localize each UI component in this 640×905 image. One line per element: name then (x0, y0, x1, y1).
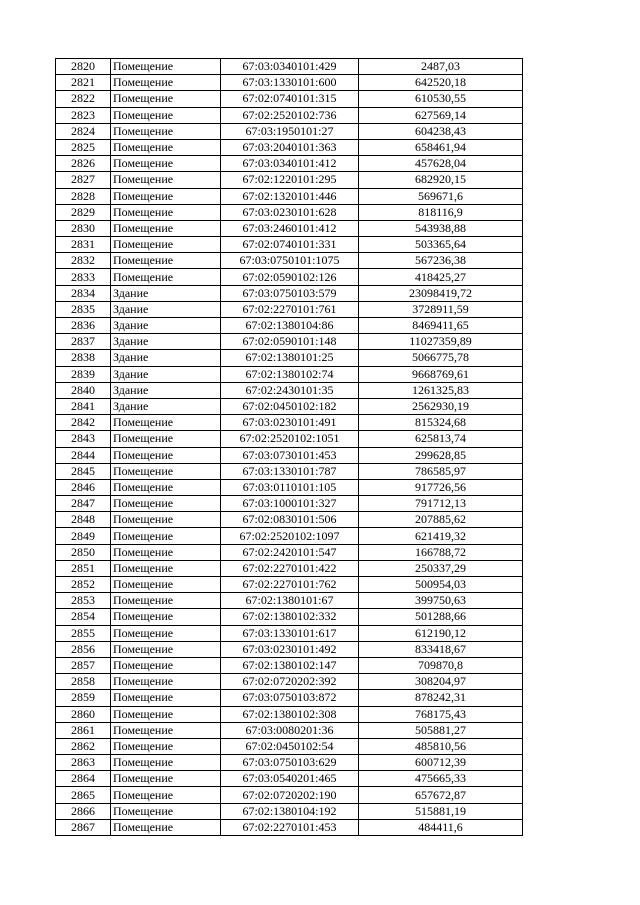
cadastral-value-cell: 818116,9 (359, 204, 523, 220)
object-type-cell: Помещение (111, 544, 221, 560)
row-number-cell: 2855 (56, 625, 111, 641)
table-row (56, 269, 523, 285)
table-row (56, 301, 523, 317)
row-number-cell: 2839 (56, 366, 111, 382)
cadastral-value-cell: 505881,27 (359, 722, 523, 738)
table-row (56, 819, 523, 835)
object-type-cell: Помещение (111, 819, 221, 835)
table-row (56, 91, 523, 107)
object-type-cell: Здание (111, 350, 221, 366)
object-type-cell: Помещение (111, 771, 221, 787)
object-type-cell: Помещение (111, 512, 221, 528)
cadastral-number-cell: 67:03:0230101:492 (221, 641, 359, 657)
row-number-cell: 2852 (56, 577, 111, 593)
cadastral-number-cell: 67:02:0450102:54 (221, 738, 359, 754)
cadastral-value-cell: 23098419,72 (359, 285, 523, 301)
object-type-cell: Помещение (111, 107, 221, 123)
cadastral-value-cell: 457628,04 (359, 156, 523, 172)
row-number-cell: 2834 (56, 285, 111, 301)
object-type-cell: Помещение (111, 220, 221, 236)
row-number-cell: 2823 (56, 107, 111, 123)
cadastral-number-cell: 67:03:0340101:429 (221, 59, 359, 75)
cadastral-value-cell: 621419,32 (359, 528, 523, 544)
row-number-cell: 2850 (56, 544, 111, 560)
cadastral-number-cell: 67:02:1380102:332 (221, 609, 359, 625)
table-row (56, 787, 523, 803)
table-row (56, 512, 523, 528)
row-number-cell: 2840 (56, 382, 111, 398)
row-number-cell: 2847 (56, 496, 111, 512)
row-number-cell: 2848 (56, 512, 111, 528)
cadastral-number-cell: 67:02:2520102:1097 (221, 528, 359, 544)
table-body (56, 59, 523, 836)
row-number-cell: 2867 (56, 819, 111, 835)
row-number-cell: 2842 (56, 415, 111, 431)
cadastral-number-cell: 67:02:1320101:446 (221, 188, 359, 204)
cadastral-number-cell: 67:02:0830101:506 (221, 512, 359, 528)
row-number-cell: 2821 (56, 75, 111, 91)
table-row (56, 657, 523, 673)
row-number-cell: 2857 (56, 657, 111, 673)
table-row (56, 139, 523, 155)
row-number-cell: 2865 (56, 787, 111, 803)
table-row (56, 123, 523, 139)
cadastral-value-cell: 308204,97 (359, 674, 523, 690)
table-row (56, 771, 523, 787)
row-number-cell: 2825 (56, 139, 111, 155)
object-type-cell: Здание (111, 398, 221, 414)
table-row (56, 237, 523, 253)
cadastral-number-cell: 67:02:2520102:736 (221, 107, 359, 123)
object-type-cell: Помещение (111, 706, 221, 722)
object-type-cell: Помещение (111, 641, 221, 657)
table-row (56, 609, 523, 625)
cadastral-number-cell: 67:03:0750103:872 (221, 690, 359, 706)
table-row (56, 398, 523, 414)
row-number-cell: 2856 (56, 641, 111, 657)
row-number-cell: 2866 (56, 803, 111, 819)
object-type-cell: Помещение (111, 447, 221, 463)
cadastral-number-cell: 67:02:0590102:126 (221, 269, 359, 285)
table-row (56, 560, 523, 576)
object-type-cell: Помещение (111, 237, 221, 253)
cadastral-value-cell: 2562930,19 (359, 398, 523, 414)
row-number-cell: 2835 (56, 301, 111, 317)
cadastral-number-cell: 67:03:0750103:629 (221, 755, 359, 771)
cadastral-value-cell: 207885,62 (359, 512, 523, 528)
table-row (56, 285, 523, 301)
table-row (56, 641, 523, 657)
cadastral-value-cell: 657672,87 (359, 787, 523, 803)
row-number-cell: 2864 (56, 771, 111, 787)
cadastral-value-cell: 503365,64 (359, 237, 523, 253)
cadastral-value-cell: 625813,74 (359, 431, 523, 447)
row-number-cell: 2860 (56, 706, 111, 722)
object-type-cell: Здание (111, 285, 221, 301)
cadastral-number-cell: 67:03:1000101:327 (221, 496, 359, 512)
cadastral-number-cell: 67:02:1380101:25 (221, 350, 359, 366)
cadastral-number-cell: 67:02:1380102:308 (221, 706, 359, 722)
row-number-cell: 2851 (56, 560, 111, 576)
row-number-cell: 2833 (56, 269, 111, 285)
cadastral-number-cell: 67:03:1330101:600 (221, 75, 359, 91)
object-type-cell: Помещение (111, 593, 221, 609)
table-row (56, 690, 523, 706)
cadastral-number-cell: 67:02:2270101:762 (221, 577, 359, 593)
object-type-cell: Здание (111, 334, 221, 350)
table-row (56, 188, 523, 204)
cadastral-number-cell: 67:03:0730101:453 (221, 447, 359, 463)
table-row (56, 479, 523, 495)
table-row (56, 755, 523, 771)
cadastral-number-cell: 67:02:2270101:761 (221, 301, 359, 317)
table-row (56, 496, 523, 512)
cadastral-value-cell: 878242,31 (359, 690, 523, 706)
cadastral-number-cell: 67:03:1330101:787 (221, 463, 359, 479)
object-type-cell: Помещение (111, 139, 221, 155)
cadastral-number-cell: 67:03:0110101:105 (221, 479, 359, 495)
cadastral-value-cell: 833418,67 (359, 641, 523, 657)
cadastral-value-cell: 515881,19 (359, 803, 523, 819)
cadastral-number-cell: 67:02:1380104:86 (221, 318, 359, 334)
row-number-cell: 2824 (56, 123, 111, 139)
table-row (56, 350, 523, 366)
object-type-cell: Помещение (111, 722, 221, 738)
cadastral-number-cell: 67:03:0230101:628 (221, 204, 359, 220)
cadastral-value-cell: 815324,68 (359, 415, 523, 431)
row-number-cell: 2853 (56, 593, 111, 609)
table-row (56, 706, 523, 722)
object-type-cell: Помещение (111, 204, 221, 220)
object-type-cell: Помещение (111, 787, 221, 803)
cadastral-number-cell: 67:03:0540201:465 (221, 771, 359, 787)
object-type-cell: Помещение (111, 755, 221, 771)
object-type-cell: Помещение (111, 415, 221, 431)
cadastral-value-cell: 484411,6 (359, 819, 523, 835)
object-type-cell: Помещение (111, 463, 221, 479)
cadastral-number-cell: 67:02:0740101:331 (221, 237, 359, 253)
table-row (56, 220, 523, 236)
row-number-cell: 2820 (56, 59, 111, 75)
cadastral-number-cell: 67:02:1380104:192 (221, 803, 359, 819)
cadastral-value-cell: 627569,14 (359, 107, 523, 123)
cadastral-value-cell: 1261325,83 (359, 382, 523, 398)
cadastral-value-cell: 682920,15 (359, 172, 523, 188)
table-row (56, 59, 523, 75)
cadastral-number-cell: 67:03:0750103:579 (221, 285, 359, 301)
table-row (56, 318, 523, 334)
document-page (55, 58, 523, 836)
cadastral-number-cell: 67:03:0230101:491 (221, 415, 359, 431)
cadastral-number-cell: 67:02:0590101:148 (221, 334, 359, 350)
table-row (56, 625, 523, 641)
cadastral-number-cell: 67:03:1330101:617 (221, 625, 359, 641)
table-row (56, 431, 523, 447)
row-number-cell: 2844 (56, 447, 111, 463)
object-type-cell: Помещение (111, 479, 221, 495)
cadastral-value-cell: 299628,85 (359, 447, 523, 463)
cadastral-value-cell: 709870,8 (359, 657, 523, 673)
cadastral-value-cell: 569671,6 (359, 188, 523, 204)
cadastral-number-cell: 67:02:0450102:182 (221, 398, 359, 414)
cadastral-value-cell: 543938,88 (359, 220, 523, 236)
cadastral-number-cell: 67:02:1220101:295 (221, 172, 359, 188)
cadastral-number-cell: 67:02:2270101:422 (221, 560, 359, 576)
object-type-cell: Помещение (111, 496, 221, 512)
table-row (56, 382, 523, 398)
table-row (56, 803, 523, 819)
object-type-cell: Помещение (111, 59, 221, 75)
row-number-cell: 2838 (56, 350, 111, 366)
table-row (56, 366, 523, 382)
object-type-cell: Помещение (111, 625, 221, 641)
object-type-cell: Помещение (111, 674, 221, 690)
row-number-cell: 2828 (56, 188, 111, 204)
cadastral-value-cell: 768175,43 (359, 706, 523, 722)
table-row (56, 674, 523, 690)
row-number-cell: 2831 (56, 237, 111, 253)
row-number-cell: 2830 (56, 220, 111, 236)
table-row (56, 204, 523, 220)
table-row (56, 593, 523, 609)
object-type-cell: Помещение (111, 91, 221, 107)
cadastral-value-cell: 610530,55 (359, 91, 523, 107)
object-type-cell: Помещение (111, 269, 221, 285)
row-number-cell: 2861 (56, 722, 111, 738)
row-number-cell: 2826 (56, 156, 111, 172)
cadastral-value-cell: 9668769,61 (359, 366, 523, 382)
cadastral-value-cell: 600712,39 (359, 755, 523, 771)
cadastral-number-cell: 67:02:2430101:35 (221, 382, 359, 398)
cadastral-number-cell: 67:03:1950101:27 (221, 123, 359, 139)
object-type-cell: Помещение (111, 431, 221, 447)
object-type-cell: Помещение (111, 75, 221, 91)
table-row (56, 172, 523, 188)
cadastral-value-cell: 3728911,59 (359, 301, 523, 317)
object-type-cell: Помещение (111, 738, 221, 754)
object-type-cell: Помещение (111, 156, 221, 172)
cadastral-number-cell: 67:02:1380101:67 (221, 593, 359, 609)
object-type-cell: Помещение (111, 577, 221, 593)
object-type-cell: Помещение (111, 188, 221, 204)
cadastral-number-cell: 67:03:2040101:363 (221, 139, 359, 155)
cadastral-value-cell: 501288,66 (359, 609, 523, 625)
row-number-cell: 2858 (56, 674, 111, 690)
row-number-cell: 2836 (56, 318, 111, 334)
table-row (56, 722, 523, 738)
table-row (56, 463, 523, 479)
table-row (56, 528, 523, 544)
object-type-cell: Помещение (111, 123, 221, 139)
object-type-cell: Здание (111, 318, 221, 334)
row-number-cell: 2829 (56, 204, 111, 220)
row-number-cell: 2822 (56, 91, 111, 107)
cadastral-number-cell: 67:02:2270101:453 (221, 819, 359, 835)
row-number-cell: 2837 (56, 334, 111, 350)
object-type-cell: Помещение (111, 560, 221, 576)
row-number-cell: 2854 (56, 609, 111, 625)
cadastral-number-cell: 67:02:2520102:1051 (221, 431, 359, 447)
cadastral-value-cell: 399750,63 (359, 593, 523, 609)
row-number-cell: 2859 (56, 690, 111, 706)
row-number-cell: 2841 (56, 398, 111, 414)
cadastral-value-cell: 791712,13 (359, 496, 523, 512)
row-number-cell: 2849 (56, 528, 111, 544)
row-number-cell: 2832 (56, 253, 111, 269)
table-row (56, 334, 523, 350)
cadastral-number-cell: 67:02:1380102:74 (221, 366, 359, 382)
cadastral-value-cell: 2487,03 (359, 59, 523, 75)
cadastral-number-cell: 67:03:0340101:412 (221, 156, 359, 172)
cadastral-value-cell: 8469411,65 (359, 318, 523, 334)
cadastral-number-cell: 67:03:0750101:1075 (221, 253, 359, 269)
object-type-cell: Здание (111, 301, 221, 317)
row-number-cell: 2862 (56, 738, 111, 754)
cadastral-value-cell: 250337,29 (359, 560, 523, 576)
row-number-cell: 2843 (56, 431, 111, 447)
cadastral-value-cell: 604238,43 (359, 123, 523, 139)
cadastral-value-cell: 475665,33 (359, 771, 523, 787)
object-type-cell: Помещение (111, 803, 221, 819)
object-type-cell: Помещение (111, 609, 221, 625)
table-row (56, 75, 523, 91)
object-type-cell: Здание (111, 382, 221, 398)
cadastral-number-cell: 67:02:0720202:190 (221, 787, 359, 803)
cadastral-number-cell: 67:03:2460101:412 (221, 220, 359, 236)
cadastral-value-cell: 917726,56 (359, 479, 523, 495)
object-type-cell: Помещение (111, 253, 221, 269)
cadastral-value-cell: 166788,72 (359, 544, 523, 560)
table-row (56, 107, 523, 123)
table-row (56, 156, 523, 172)
row-number-cell: 2863 (56, 755, 111, 771)
cadastral-value-cell: 418425,27 (359, 269, 523, 285)
cadastral-value-cell: 642520,18 (359, 75, 523, 91)
property-table (55, 58, 523, 836)
table-row (56, 415, 523, 431)
table-row (56, 544, 523, 560)
cadastral-value-cell: 567236,38 (359, 253, 523, 269)
table-row (56, 253, 523, 269)
row-number-cell: 2845 (56, 463, 111, 479)
row-number-cell: 2846 (56, 479, 111, 495)
cadastral-value-cell: 5066775,78 (359, 350, 523, 366)
table-row (56, 447, 523, 463)
cadastral-value-cell: 500954,03 (359, 577, 523, 593)
object-type-cell: Помещение (111, 657, 221, 673)
cadastral-value-cell: 786585,97 (359, 463, 523, 479)
table-row (56, 577, 523, 593)
cadastral-value-cell: 658461,94 (359, 139, 523, 155)
cadastral-number-cell: 67:02:0720202:392 (221, 674, 359, 690)
cadastral-value-cell: 612190,12 (359, 625, 523, 641)
cadastral-number-cell: 67:02:2420101:547 (221, 544, 359, 560)
cadastral-number-cell: 67:02:0740101:315 (221, 91, 359, 107)
table-row (56, 738, 523, 754)
cadastral-value-cell: 11027359,89 (359, 334, 523, 350)
cadastral-value-cell: 485810,56 (359, 738, 523, 754)
object-type-cell: Помещение (111, 690, 221, 706)
cadastral-number-cell: 67:02:1380102:147 (221, 657, 359, 673)
object-type-cell: Здание (111, 366, 221, 382)
object-type-cell: Помещение (111, 172, 221, 188)
row-number-cell: 2827 (56, 172, 111, 188)
object-type-cell: Помещение (111, 528, 221, 544)
cadastral-number-cell: 67:03:0080201:36 (221, 722, 359, 738)
